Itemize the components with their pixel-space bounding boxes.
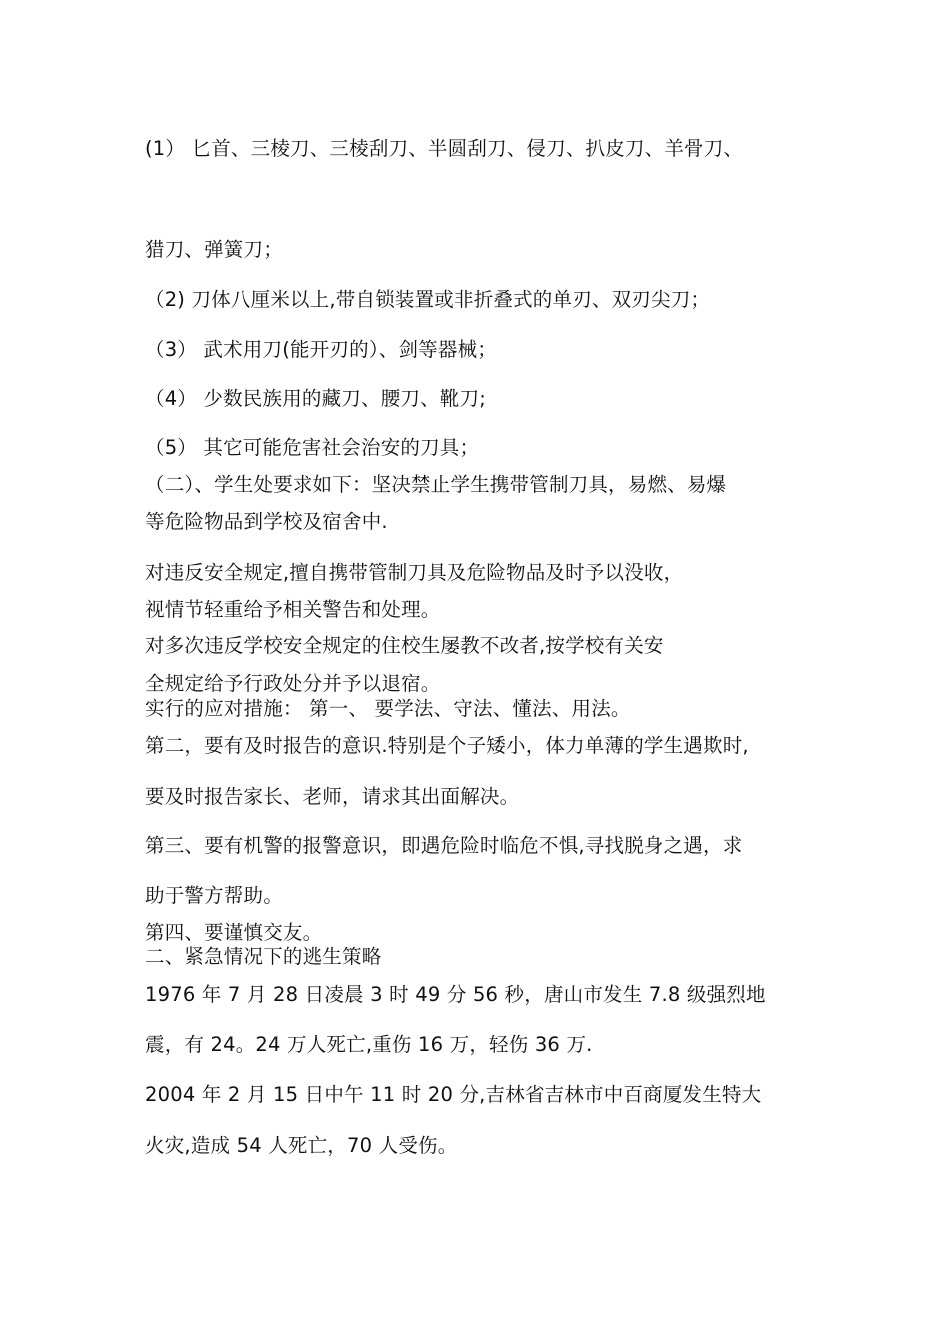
text-line: 对多次违反学校安全规定的住校生屡教不改者,按学校有关安 bbox=[145, 634, 664, 657]
text-line: （3） 武术用刀(能开刃的）、剑等器械； bbox=[145, 338, 497, 361]
text-line: （4） 少数民族用的藏刀、腰刀、靴刀; bbox=[145, 387, 486, 410]
text-line: 第四、要谨慎交友。 bbox=[145, 921, 323, 944]
text-line: 猎刀、弹簧刀； bbox=[145, 238, 283, 261]
text-line: 第二，要有及时报告的意识.特别是个子矮小，体力单薄的学生遇欺时, bbox=[145, 734, 749, 757]
text-line: 对违反安全规定,擅自携带管制刀具及危险物品及时予以没收， bbox=[145, 561, 684, 584]
text-line: 火灾,造成 54 人死亡，70 人受伤。 bbox=[145, 1134, 458, 1157]
text-line: 等危险物品到学校及宿舍中. bbox=[145, 510, 388, 533]
text-line: 1976 年 7 月 28 日凌晨 3 时 49 分 56 秒，唐山市发生 7.8 级强烈地 bbox=[145, 983, 766, 1006]
text-line: (1） 匕首、三棱刀、三棱刮刀、半圆刮刀、侵刀、扒皮刀、羊骨刀、 bbox=[145, 137, 744, 160]
text-line: （2) 刀体八厘米以上,带自锁装置或非折叠式的单刃、双刃尖刀； bbox=[145, 288, 711, 311]
text-line: 助于警方帮助。 bbox=[145, 884, 283, 907]
text-line: 视情节轻重给予相关警告和处理。 bbox=[145, 598, 441, 621]
text-line: （二）、学生处要求如下：坚决禁止学生携带管制刀具，易燃、易爆 bbox=[145, 473, 727, 496]
text-line: 全规定给予行政处分并予以退宿。 bbox=[145, 672, 441, 695]
text-line: 二、紧急情况下的逃生策略 bbox=[145, 945, 382, 968]
text-line: （5） 其它可能危害社会治安的刀具； bbox=[145, 436, 480, 459]
text-line: 要及时报告家长、老师，请求其出面解决。 bbox=[145, 785, 520, 808]
text-line: 2004 年 2 月 15 日中午 11 时 20 分,吉林省吉林市中百商厦发生特大 bbox=[145, 1083, 762, 1106]
text-line: 第三、要有机警的报警意识，即遇危险时临危不惧,寻找脱身之遇，求 bbox=[145, 834, 743, 857]
text-line: 震，有 24。24 万人死亡,重伤 16 万，轻伤 36 万. bbox=[145, 1033, 593, 1056]
text-line: 实行的应对措施： 第一、 要学法、守法、懂法、用法。 bbox=[145, 697, 631, 720]
